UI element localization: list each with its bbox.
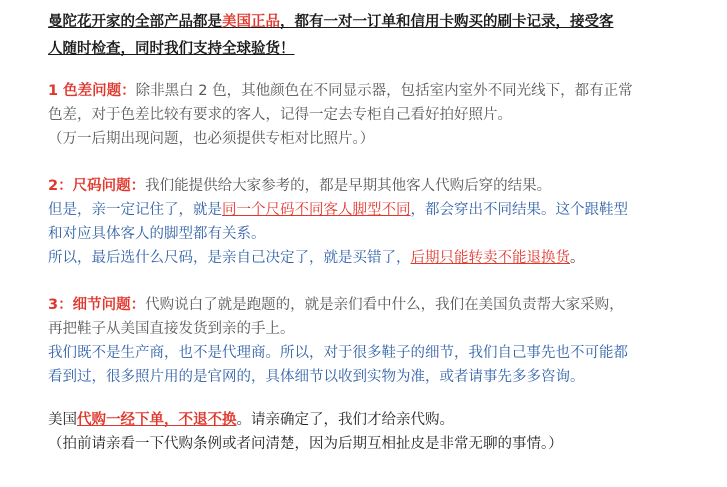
intro-text-cont: ，都有一对一订单和信用卡购买的刷卡记录，接受客: [280, 14, 614, 30]
closing-line-1: [48, 408, 708, 432]
size-text-2: 但是，亲一定记住了，就是: [48, 202, 222, 218]
detail-issue-section: [48, 293, 708, 389]
color-line-3: （万一后期出现问题，也必须提供专柜对比照片。）: [48, 131, 375, 147]
size-issue-title: 2：尺码问题：: [48, 178, 146, 194]
size-line-3: 和对应具体客人的脚型都有关系。: [48, 226, 266, 242]
detail-line-3: 我们既不是生产商，也不是代理商。所以，对于很多鞋子的细节，我们自己事先也不可能都: [48, 345, 628, 361]
no-refund-highlight: 代购一经下单，不退不换: [77, 412, 237, 428]
closing-text-cont: 。请亲确定了，我们才给亲代购。: [236, 412, 454, 428]
closing-section: [48, 408, 708, 456]
intro-text: 曼陀花开家的全部产品都是: [48, 14, 222, 30]
size-text-2c: ，都会穿出不同结果。这个跟鞋型: [410, 202, 628, 218]
detail-line-1: [48, 293, 708, 317]
closing-text: 美国: [48, 412, 77, 428]
genuine-highlight: 美国正品: [222, 14, 280, 30]
closing-line-2: （拍前请亲看一下代购条例或者问清楚，因为后期互相扯皮是非常无聊的事情。）: [48, 436, 563, 452]
color-line-2: 色差，对于色差比较有要求的客人，记得一定去专柜自己看好拍好照片。: [48, 107, 512, 123]
intro-line-2: 人随时检查，同时我们支持全球验货！: [48, 41, 295, 57]
size-text-4c: 。: [570, 250, 585, 266]
intro-line-1: [48, 9, 708, 36]
color-issue-section: [48, 79, 708, 151]
size-text-4: 所以，最后选什么尺码，是亲自己决定了，就是买错了，: [48, 250, 411, 266]
color-line-1: [48, 79, 708, 103]
detail-issue-title: 3：细节问题：: [48, 297, 146, 313]
size-line-2: [48, 198, 708, 222]
intro-paragraph: [48, 9, 708, 63]
size-line-1: [48, 174, 708, 198]
detail-text: 代购说白了就是跑题的，就是亲们看中什么，我们在美国负责帮大家采购，: [145, 297, 624, 313]
size-line-4: [48, 246, 708, 270]
color-text: 除非黑白 2 色，其他颜色在不同显示器，包括室内室外不同光线下，都有正常: [135, 83, 633, 99]
detail-line-4: 看到过，很多照片用的是官网的，具体细节以收到实物为准，或者请事先多多咨询。: [48, 369, 585, 385]
no-return-highlight: 后期只能转卖不能退换货: [410, 250, 570, 266]
size-highlight: 同一个尺码不同客人脚型不同: [222, 202, 411, 218]
color-issue-title: 1 色差问题：: [48, 83, 136, 99]
size-issue-section: [48, 174, 708, 270]
detail-line-2: 再把鞋子从美国直接发货到亲的手上。: [48, 321, 295, 337]
size-text: 我们能提供给大家参考的，都是早期其他客人代购后穿的结果。: [145, 178, 552, 194]
